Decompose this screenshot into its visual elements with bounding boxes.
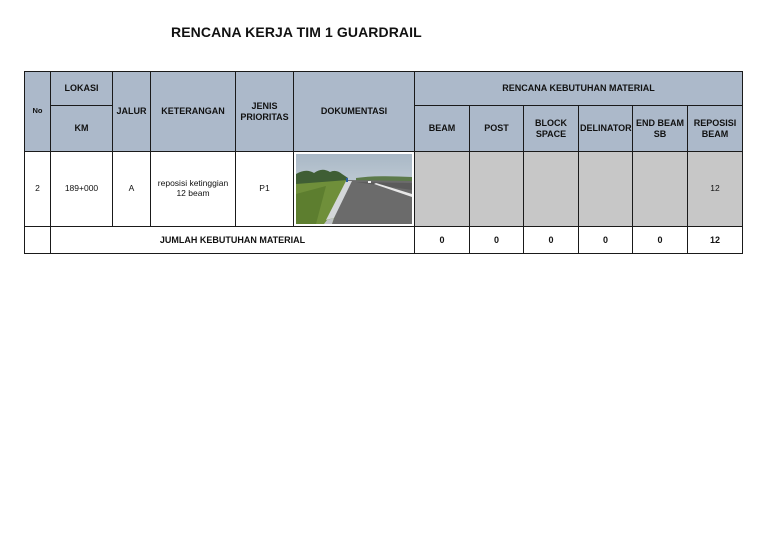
header-reposisi-beam: REPOSISI BEAM (688, 106, 743, 152)
cell-prioritas: P1 (236, 152, 294, 227)
cell-delinator (579, 152, 633, 227)
header-post: POST (470, 106, 524, 152)
total-post: 0 (470, 227, 524, 254)
total-end-beam-sb: 0 (633, 227, 688, 254)
header-lokasi: LOKASI (51, 72, 113, 106)
header-jalur: JALUR (113, 72, 151, 152)
total-blank (25, 227, 51, 254)
header-dokumentasi: DOKUMENTASI (294, 72, 415, 152)
total-reposisi-beam: 12 (688, 227, 743, 254)
header-keterangan: KETERANGAN (151, 72, 236, 152)
header-jenis-prioritas: JENIS PRIORITAS (236, 72, 294, 152)
cell-jalur: A (113, 152, 151, 227)
header-end-beam-sb: END BEAM SB (633, 106, 688, 152)
cell-km: 189+000 (51, 152, 113, 227)
total-beam: 0 (415, 227, 470, 254)
header-km: KM (51, 106, 113, 152)
total-delinator: 0 (579, 227, 633, 254)
road-photo (296, 154, 412, 224)
total-label: JUMLAH KEBUTUHAN MATERIAL (51, 227, 415, 254)
cell-dokumentasi (294, 152, 415, 227)
cell-reposisi-beam: 12 (688, 152, 743, 227)
header-block-space: BLOCK SPACE (524, 106, 579, 152)
cell-block-space (524, 152, 579, 227)
header-delinator: DELINATOR (579, 106, 633, 152)
header-beam: BEAM (415, 106, 470, 152)
header-rencana-kebutuhan: RENCANA KEBUTUHAN MATERIAL (415, 72, 743, 106)
header-row-1 (25, 72, 743, 106)
cell-no: 2 (25, 152, 51, 227)
header-no: No (25, 72, 51, 152)
total-block-space: 0 (524, 227, 579, 254)
page-title: RENCANA KERJA TIM 1 GUARDRAIL (171, 24, 422, 40)
cell-end-beam-sb (633, 152, 688, 227)
cell-beam (415, 152, 470, 227)
table-row (25, 152, 743, 227)
cell-keterangan: reposisi ketinggian 12 beam (151, 152, 236, 227)
total-row (25, 227, 743, 254)
work-plan-table (24, 71, 743, 254)
cell-post (470, 152, 524, 227)
